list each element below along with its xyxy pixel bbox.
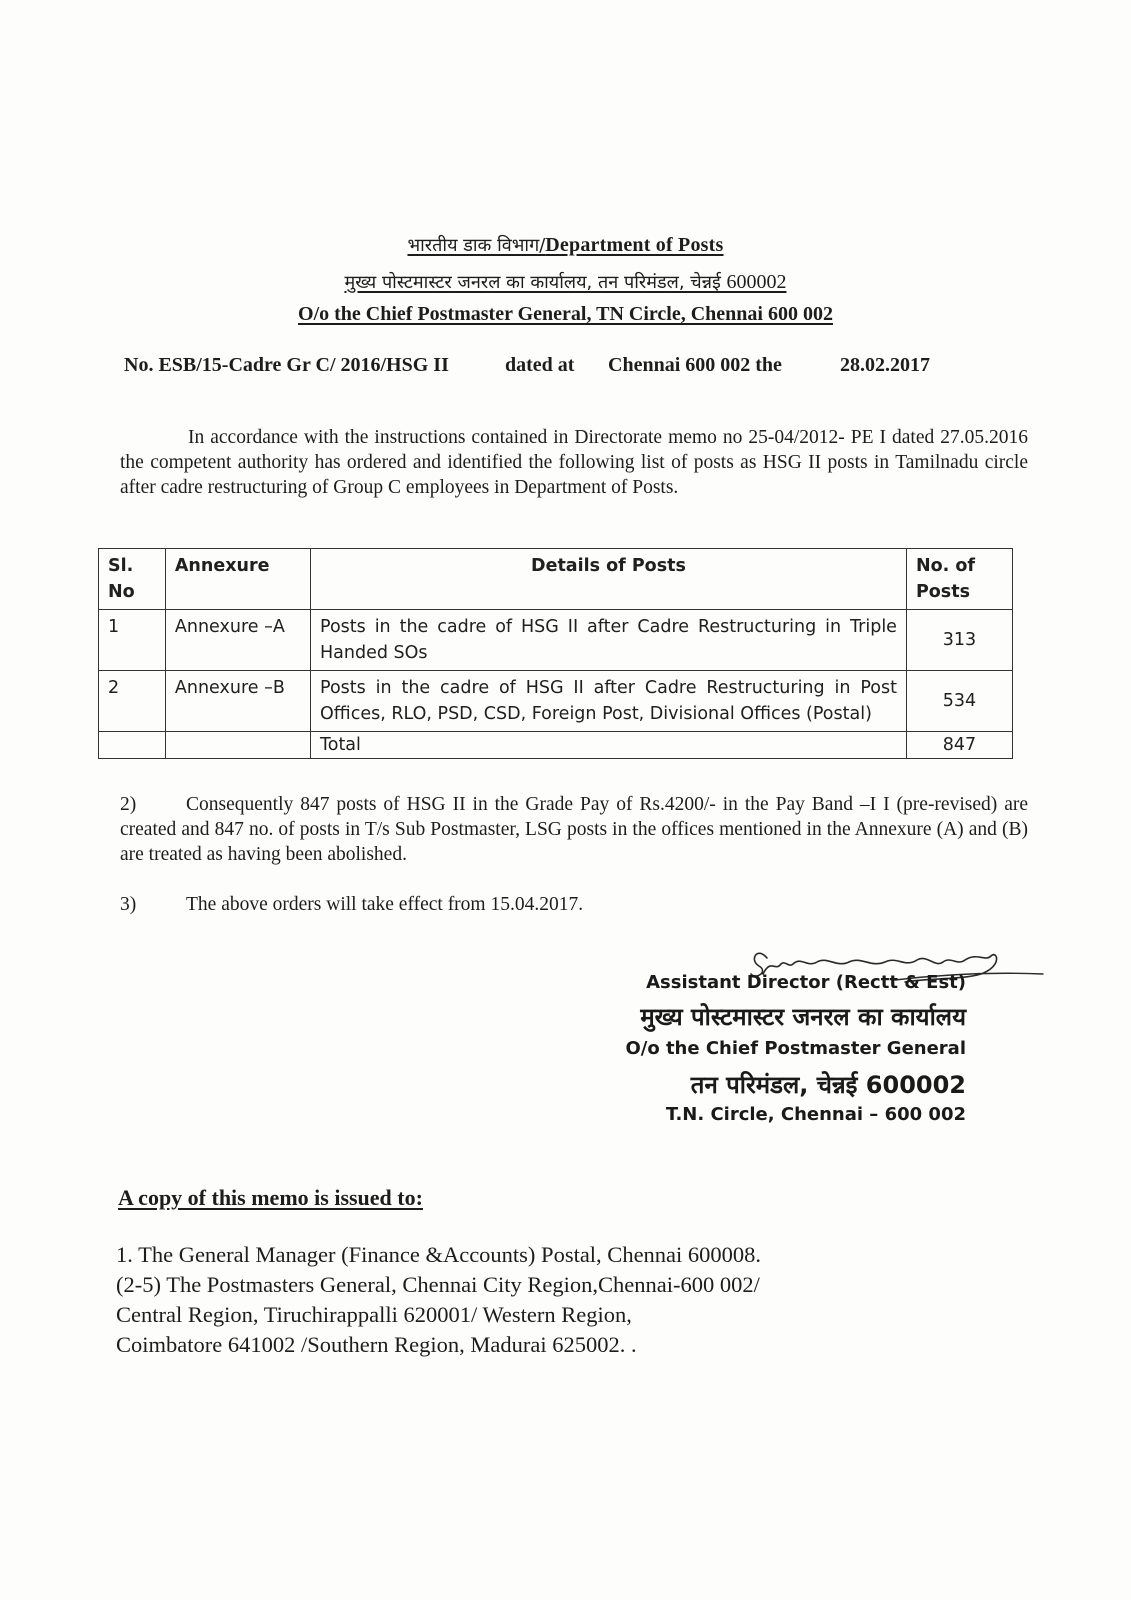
signatory-office-hindi: मुख्य पोस्टमास्टर जनरल का कार्यालय	[640, 1003, 966, 1031]
header-sl-no: Sl. No	[99, 549, 166, 610]
header-no-of-posts: No. of Posts	[906, 549, 1012, 610]
copy-recipients	[116, 1240, 1016, 1360]
department-heading	[0, 233, 1131, 257]
signatory-office-english: O/o the Chief Postmaster General	[625, 1038, 966, 1059]
signatory-circle-english: T.N. Circle, Chennai – 600 002	[665, 1104, 966, 1125]
paragraph-3-text: The above orders will take effect from 15.04.2017.	[186, 894, 584, 915]
posts-table	[98, 548, 1013, 759]
total-annexure-empty	[165, 732, 310, 759]
list-item: 1. The General Manager (Finance &Accounts) Postal, Chennai 600008.	[116, 1242, 762, 1267]
reference-dated-at: dated at	[505, 354, 575, 376]
table-row	[99, 610, 1013, 671]
row-annexure: Annexure –A	[165, 610, 310, 671]
department-english: Department of Posts	[545, 234, 724, 256]
reference-place: Chennai 600 002 the	[608, 354, 782, 376]
signatory-designation: Assistant Director (Rectt & Est)	[646, 972, 966, 993]
total-value: 847	[906, 732, 1012, 759]
list-item: Central Region, Tiruchirappalli 620001/ Western Region,	[116, 1302, 632, 1327]
row-sl-no: 1	[99, 610, 166, 671]
intro-text: In accordance with the instructions contained in Directorate memo no 25-04/2012- PE I dated 27.05.2016 the competent authority has ordered and identified the following list of posts as HSG II posts in Tamilnadu circle after cadre restructuring of Group C employees in Department of Posts.	[120, 427, 1028, 498]
office-english-heading: O/o the Chief Postmaster General, TN Circle, Chennai 600 002	[298, 303, 833, 325]
row-posts: 313	[906, 610, 1012, 671]
header-annexure: Annexure	[165, 549, 310, 610]
paragraph-3-number: 3)	[120, 894, 137, 915]
paragraph-2-number: 2)	[120, 794, 137, 815]
paragraph-2-text: Consequently 847 posts of HSG II in the Grade Pay of Rs.4200/- in the Pay Band –I I (pre-revised) are created and 847 no. of posts in T/s Sub Postmaster, LSG posts in the offices mentioned in the Annexure (A) and (B) are treated as having been abolished.	[120, 794, 1028, 865]
table-row	[99, 671, 1013, 732]
intro-paragraph	[120, 425, 1028, 500]
total-sl-empty	[99, 732, 166, 759]
row-posts: 534	[906, 671, 1012, 732]
paragraph-2	[120, 792, 1028, 867]
table-total-row	[99, 732, 1013, 759]
row-annexure: Annexure –B	[165, 671, 310, 732]
department-hindi: भारतीय डाक विभाग/	[407, 235, 546, 256]
header-details: Details of Posts	[311, 549, 907, 610]
reference-number: No. ESB/15-Cadre Gr C/ 2016/HSG II	[124, 354, 449, 376]
office-hindi: मुख्य पोस्टमास्टर जनरल का कार्यालय, तन परिमंडल, चेन्नई	[344, 272, 727, 293]
paragraph-3	[120, 892, 1028, 917]
total-label: Total	[311, 732, 907, 759]
table-header-row	[99, 549, 1013, 610]
list-item: (2-5) The Postmasters General, Chennai City Region,Chennai-600 002/	[116, 1272, 760, 1297]
office-hindi-heading	[0, 270, 1131, 294]
row-details: Posts in the cadre of HSG II after Cadre Restructuring in Post Offices, RLO, PSD, CSD, Foreign Post, Divisional Offices (Postal)	[311, 671, 907, 732]
copy-heading: A copy of this memo is issued to:	[118, 1185, 423, 1210]
row-details: Posts in the cadre of HSG II after Cadre Restructuring in Triple Handed SOs	[311, 610, 907, 671]
row-sl-no: 2	[99, 671, 166, 732]
office-hindi-pin: 600002	[726, 271, 787, 293]
reference-date: 28.02.2017	[840, 354, 930, 376]
signatory-circle-hindi: तन परिमंडल, चेन्नई 600002	[690, 1071, 966, 1099]
list-item: Coimbatore 641002 /Southern Region, Madurai 625002. .	[116, 1332, 637, 1357]
